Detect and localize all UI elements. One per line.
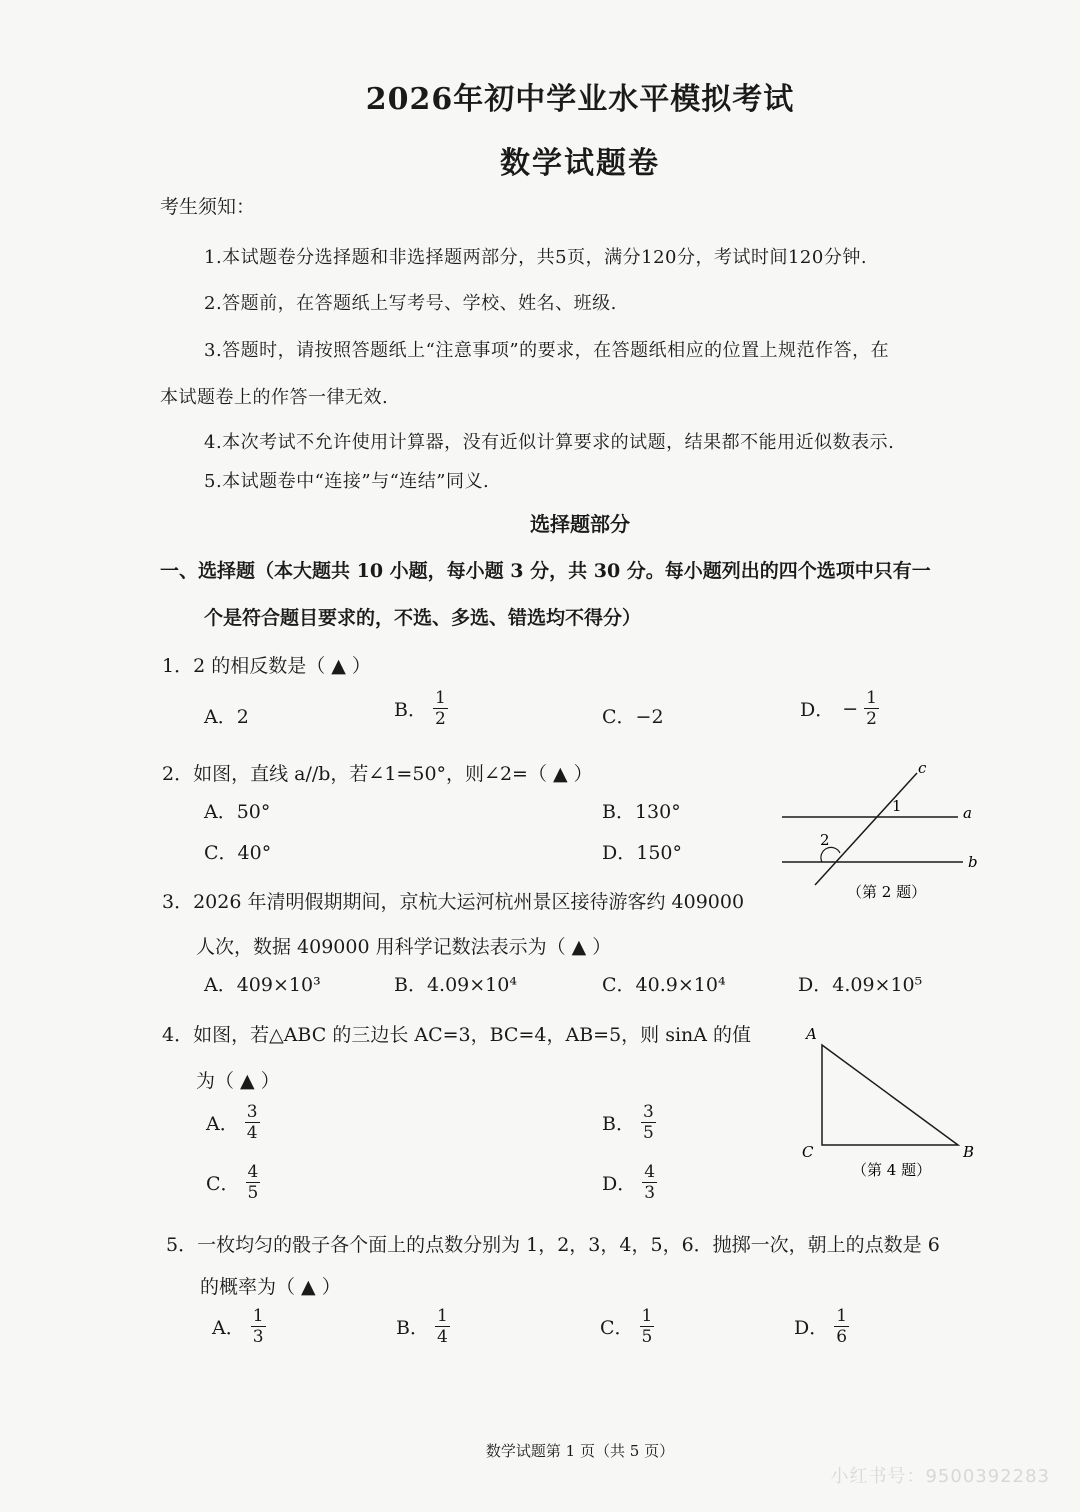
q1-option-c: C．−2: [602, 706, 664, 728]
notice-heading: 考生须知：: [160, 196, 256, 218]
fig-label-B: B: [963, 1143, 975, 1161]
q2-option-a: A．50°: [204, 801, 271, 823]
part1-instructions: 一、选择题（本大题共 10 小题，每小题 3 分，共 30 分。每小题列出的四个选项中只有一: [160, 560, 931, 582]
q1-option-a: A．2: [204, 706, 249, 728]
q2-figure-caption: （第 2 题）: [847, 883, 927, 901]
page-footer: 数学试题第 1 页（共 5 页）: [485, 1442, 675, 1460]
notice-item-4: 4.本次考试不允许使用计算器，没有近似计算要求的试题，结果都不能用近似数表示.: [204, 432, 895, 453]
q2-option-b: B．130°: [602, 801, 681, 823]
fig-angle-1: 1: [892, 797, 902, 815]
part1-instructions-cont: 个是符合题目要求的，不选、多选、错选均不得分）: [204, 607, 642, 629]
q4-stem: 4．如图，若△ABC 的三边长 AC=3，BC=4，AB=5，则 sinA 的值: [162, 1024, 752, 1046]
q2-stem: 2．如图，直线 a//b，若∠1=50°，则∠2=（ ▲ ）: [162, 763, 593, 785]
q3-option-c: C．40.9×10⁴: [602, 974, 726, 996]
notice-item-3-cont: 本试题卷上的作答一律无效.: [160, 387, 389, 408]
q4-option-b: B． $\frac{3}{5}$: [602, 1102, 654, 1143]
q5-option-c: C． $\frac{1}{5}$: [600, 1306, 653, 1347]
q3-option-a: A．409×10³: [204, 974, 321, 996]
q2-option-c: C．40°: [204, 842, 272, 864]
fig-label-b: b: [968, 853, 978, 871]
q4-figure: [800, 1025, 990, 1185]
line-c: [815, 773, 917, 885]
fig-label-a: a: [963, 804, 972, 822]
q3-stem: 3．2026 年清明假期期间，京杭大运河杭州景区接待游客约 409000: [162, 891, 745, 913]
exam-title: 2026年初中学业水平模拟考试: [365, 82, 795, 117]
q2-figure: [780, 755, 1000, 905]
q1-option-d: D． − $\frac{1}{2}$: [800, 688, 877, 729]
notice-item-5: 5.本试题卷中“连接”与“连结”同义.: [204, 471, 490, 492]
q4-figure-caption: （第 4 题）: [852, 1161, 932, 1179]
q5-stem: 5．一枚均匀的骰子各个面上的点数分别为 1，2，3，4，5，6．抛掷一次，朝上的点数是 6: [166, 1234, 940, 1256]
fig-angle-2: 2: [820, 831, 830, 849]
q4-option-a: A． $\frac{3}{4}$: [206, 1102, 258, 1143]
notice-item-3: 3.答题时，请按照答题纸上“注意事项”的要求，在答题纸相应的位置上规范作答，在: [204, 340, 890, 361]
section-title: 选择题部分: [530, 512, 630, 536]
q3-option-d: D．4.09×10⁵: [798, 974, 923, 996]
notice-item-1: 1.本试题卷分选择题和非选择题两部分，共5页，满分120分，考试时间120分钟.: [204, 247, 868, 268]
q3-option-b: B．4.09×10⁴: [394, 974, 517, 996]
fig-label-c: c: [918, 759, 927, 777]
notice-item-2: 2.答题前，在答题纸上写考号、学校、姓名、班级.: [204, 293, 617, 314]
q4-stem-cont: 为（ ▲ ）: [196, 1070, 280, 1092]
q5-option-a: A． $\frac{1}{3}$: [212, 1306, 264, 1347]
q5-option-b: B． $\frac{1}{4}$: [396, 1306, 448, 1347]
fig-label-A: A: [806, 1025, 817, 1043]
q5-stem-cont: 的概率为（ ▲ ）: [200, 1276, 341, 1298]
triangle-abc: [822, 1045, 958, 1145]
q1-stem: 1．2 的相反数是（ ▲ ）: [162, 655, 371, 677]
q5-option-d: D． $\frac{1}{6}$: [794, 1306, 848, 1347]
q4-option-c: C． $\frac{4}{5}$: [206, 1162, 259, 1203]
fig-label-C: C: [802, 1143, 814, 1161]
q1-option-b: B． $\frac{1}{2}$: [394, 688, 446, 729]
q3-stem-cont: 人次，数据 409000 用科学记数法表示为（ ▲ ）: [196, 936, 612, 958]
watermark: 小红书号：9500392283: [830, 1466, 1050, 1487]
q2-option-d: D．150°: [602, 842, 682, 864]
exam-subtitle: 数学试题卷: [500, 146, 660, 181]
q4-option-d: D． $\frac{4}{3}$: [602, 1162, 656, 1203]
